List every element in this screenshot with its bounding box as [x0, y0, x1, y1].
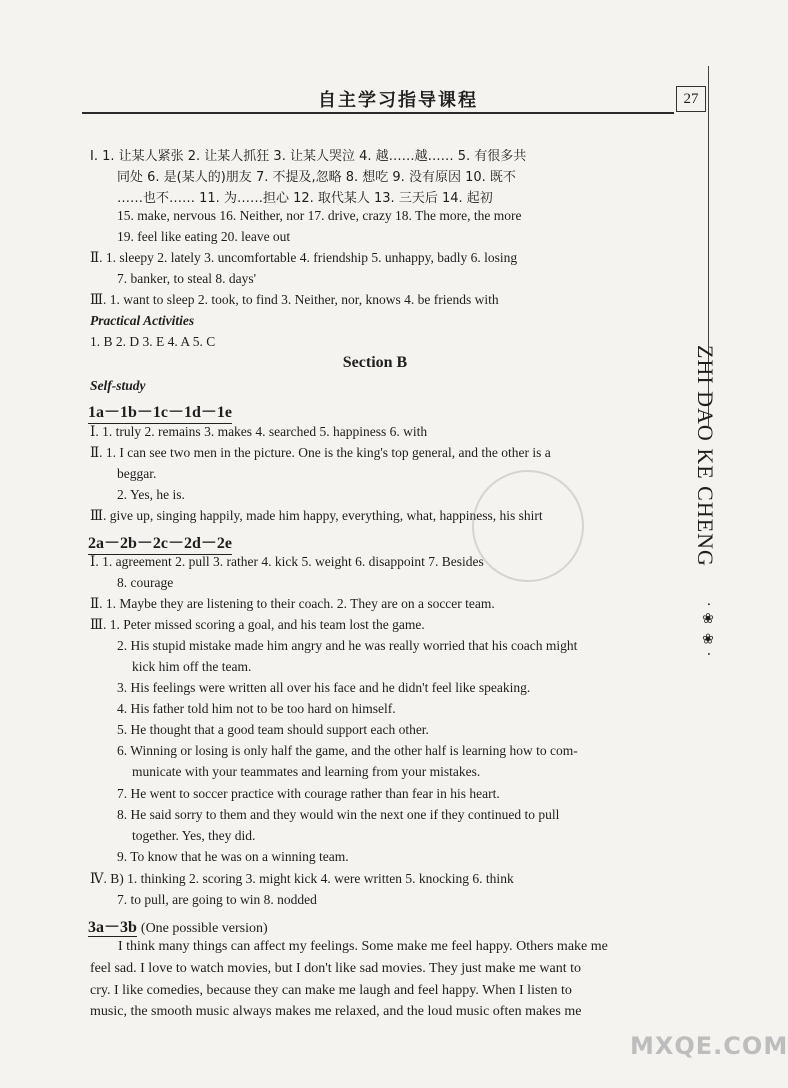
- self-study-label: Self-study: [90, 378, 146, 393]
- answer-line: kick him off the team.: [132, 659, 252, 674]
- answer-line: 5. He thought that a good team should support each other.: [117, 722, 429, 737]
- answer-line: 3. His feelings were written all over his face and he didn't feel like speaking.: [117, 680, 531, 695]
- answer-line: Ⅲ. 1. Peter missed scoring a goal, and his team lost the game.: [90, 617, 425, 632]
- side-label: ZHI DAO KE CHENG: [693, 345, 718, 567]
- answer-line: 7. banker, to steal 8. days': [117, 271, 257, 286]
- essay-line: I think many things can affect my feelings. Some make me feel happy. Others make me: [118, 939, 608, 954]
- answer-line: Ⅱ. 1. sleepy 2. lately 3. uncomfortable 4. friendship 5. unhappy, badly 6. losing: [90, 250, 518, 265]
- answer-line: 6. Winning or losing is only half the game, and the other half is learning how to com-: [117, 743, 578, 758]
- essay-line: music, the smooth music always makes me relaxed, and the loud music often makes me: [90, 1004, 582, 1019]
- answer-line: Ⅰ. 1. agreement 2. pull 3. rather 4. kick 5. weight 6. disappoint 7. Besides: [90, 554, 484, 569]
- header-rule: [82, 112, 674, 114]
- answer-line: 4. His father told him not to be too hard on himself.: [117, 701, 396, 716]
- answer-line: ……也不…… 11. 为……担心 12. 取代某人 13. 三天后 14. 起初: [117, 191, 493, 206]
- heading-3a-3b-label: 3a－3b: [88, 919, 137, 936]
- section-title: Section B: [342, 354, 408, 371]
- answer-line: Ⅲ. 1. want to sleep 2. took, to find 3. Neither, nor, knows 4. be friends with: [90, 292, 499, 307]
- answer-line: Ⅰ. 1. 让某人紧张 2. 让某人抓狂 3. 让某人哭泣 4. 越……越…… 5. 有很多共: [90, 149, 527, 164]
- heading-3a-3b-note: (One possible version): [140, 921, 268, 936]
- answer-line: Ⅰ. 1. truly 2. remains 3. makes 4. searched 5. happiness 6. with: [90, 424, 428, 439]
- answer-line: 15. make, nervous 16. Neither, nor 17. drive, crazy 18. The more, the more: [117, 208, 522, 223]
- answer-line: beggar.: [117, 466, 157, 481]
- answer-line: 同处 6. 是(某人的)朋友 7. 不提及,忽略 8. 想吃 9. 没有原因 10. 既不: [117, 170, 516, 185]
- heading-1a-1e: 1a－1b－1c－1d－1e: [88, 399, 232, 424]
- side-decoration: · ❀ ❀ ·: [700, 602, 716, 657]
- answer-line: Ⅱ. 1. Maybe they are listening to their coach. 2. They are on a soccer team.: [90, 596, 495, 611]
- page-number: 27: [676, 86, 706, 112]
- answer-line: 9. To know that he was on a winning team.: [117, 849, 349, 864]
- answer-line: 7. He went to soccer practice with courage rather than fear in his heart.: [117, 786, 500, 801]
- answer-line: municate with your teammates and learning from your mistakes.: [132, 764, 481, 779]
- answer-line: 19. feel like eating 20. leave out: [117, 229, 291, 244]
- heading-2a-2e: 2a－2b－2c－2d－2e: [88, 530, 232, 555]
- library-stamp: [457, 455, 598, 596]
- essay-line: feel sad. I love to watch movies, but I don't like sad movies. They just make me want to: [90, 961, 581, 976]
- answer-line: Ⅳ. B) 1. thinking 2. scoring 3. might kick 4. were written 5. knocking 6. think: [90, 871, 514, 886]
- answer-line: 8. He said sorry to them and they would win the next one if they continued to pull: [117, 807, 560, 822]
- answer-line: Ⅱ. 1. I can see two men in the picture. One is the king's top general, and the other is a: [90, 445, 551, 460]
- answer-line: together. Yes, they did.: [132, 828, 256, 843]
- answer-line: 8. courage: [117, 575, 174, 590]
- page-header-title: 自主学习指导课程: [318, 90, 478, 111]
- answer-line: Ⅲ. give up, singing happily, made him happy, everything, what, happiness, his shirt: [90, 508, 543, 523]
- answer-line: 2. His stupid mistake made him angry and he was really worried that his coach might: [117, 638, 578, 653]
- answer-line: 2. Yes, he is.: [117, 487, 185, 502]
- practical-answers: 1. B 2. D 3. E 4. A 5. C: [90, 334, 216, 349]
- practical-activities-label: Practical Activities: [90, 313, 195, 328]
- heading-3a-3b: [88, 914, 268, 938]
- essay-line: cry. I like comedies, because they can make me laugh and feel happy. When I listen to: [90, 983, 572, 998]
- watermark: MXQE.COM: [630, 1032, 788, 1060]
- answer-line: 7. to pull, are going to win 8. nodded: [117, 892, 317, 907]
